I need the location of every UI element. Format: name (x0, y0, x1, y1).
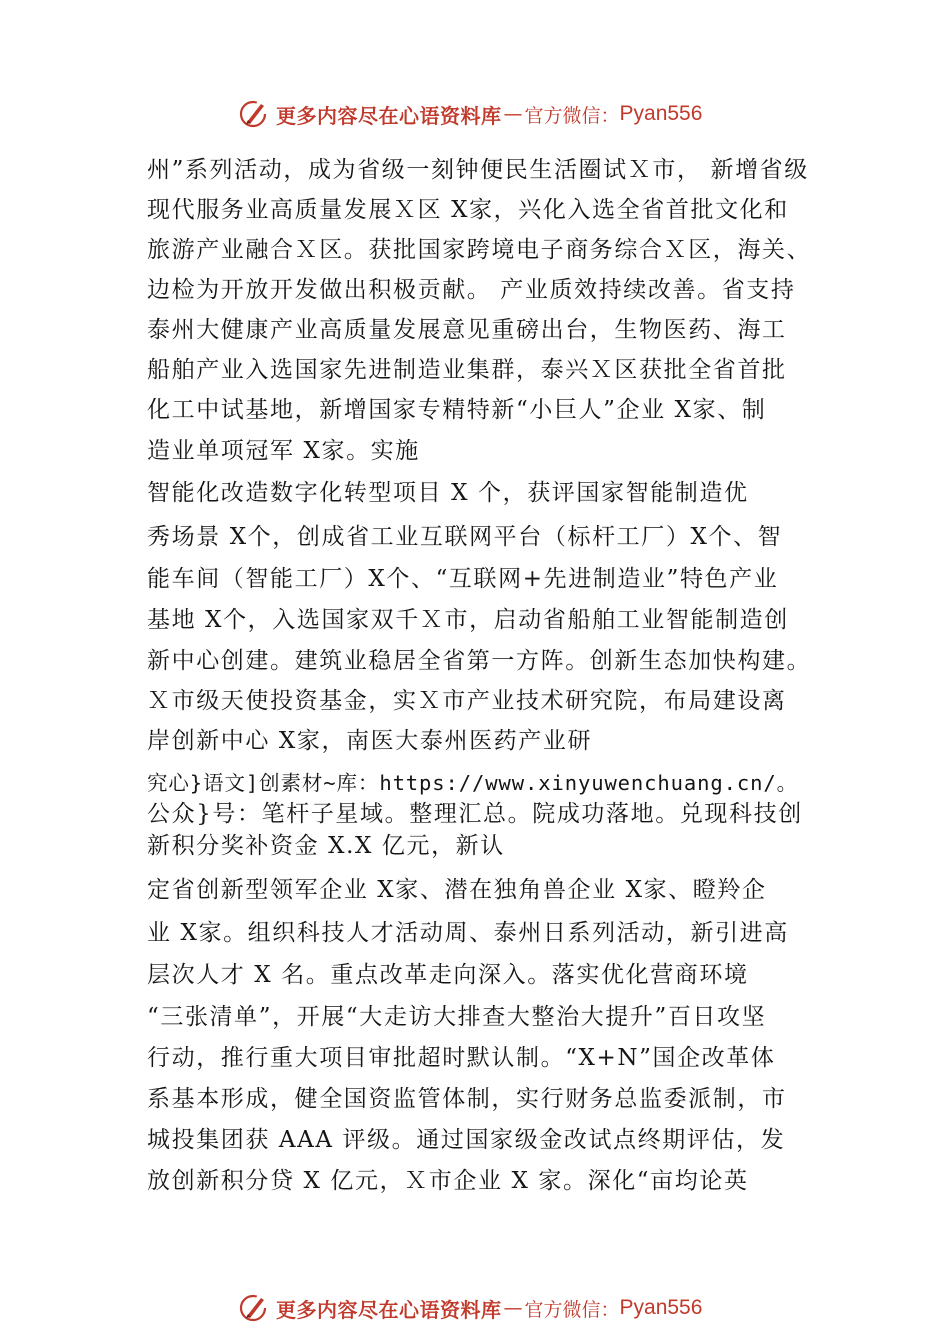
body-line: 州”系列活动，成为省级一刻钟便民生活圈试Ｘ市， 新增省级 (147, 157, 809, 183)
body-line: 新中心创建。建筑业稳居全省第一方阵。创新生态加快构建。 (147, 648, 812, 674)
body-line: 基地 X个，入选国家双千Ｘ市，启动省船舶工业智能制造创 (147, 607, 789, 633)
footer-site-name: 更多内容尽在心语资料库 (276, 1297, 502, 1322)
body-line: 放创新积分贷 X 亿元，Ｘ市企业 X 家。深化“亩均论英 (147, 1168, 749, 1194)
body-line: 定省创新型领军企业 X家、潜在独角兽企业 X家、瞪羚企 (147, 877, 767, 903)
body-line-watermark: 究心}语文]创素材~库：https://www.xinyuwenchuang.cn/。 (147, 771, 798, 795)
body-line: 秀场景 X个，创成省工业互联网平台（标杆工厂）X个、智 (147, 524, 783, 550)
body-line: “三张清单”，开展“大走访大排查大整治大提升”百日攻坚 (147, 1004, 767, 1030)
body-line: Ｘ市级天使投资基金，实Ｘ市产业技术研究院，布局建设离 (147, 688, 787, 714)
body-line: 现代服务业高质量发展Ｘ区 X家，兴化入选全省首批文化和 (147, 197, 789, 223)
header-separator: — (503, 103, 523, 125)
body-line: 泰州大健康产业高质量发展意见重磅出台，生物医药、海工 (147, 317, 787, 343)
body-line: 系基本形成，健全国资监管体制，实行财务总监委派制，市 (147, 1086, 787, 1112)
footer-banner (238, 1291, 702, 1325)
body-line: 旅游产业融合Ｘ区。获批国家跨境电子商务综合Ｘ区，海关、 (147, 237, 812, 263)
footer-wechat-label: 官方微信： (524, 1298, 620, 1321)
footer-separator: — (503, 1297, 523, 1319)
body-line: 边检为开放开发做出积极贡献。 产业质效持续改善。省支持 (147, 277, 796, 303)
header-banner (238, 97, 702, 131)
header-wechat-label: 官方微信： (524, 104, 620, 127)
brush-pen-icon (238, 1292, 270, 1324)
body-line: 能车间（智能工厂）X个、“互联网+先进制造业”特色产业 (147, 566, 779, 592)
header-site-name: 更多内容尽在心语资料库 (276, 103, 502, 128)
body-line: 智能化改造数字化转型项目 X 个，获评国家智能制造优 (147, 480, 749, 506)
body-line: 业 X家。组织科技人才活动周、泰州日系列活动，新引进高 (147, 920, 789, 946)
body-line: 城投集团获 AAA 评级。通过国家级金改试点终期评估，发 (147, 1127, 786, 1153)
body-line: 岸创新中心 X家，南医大泰州医药产业研 (147, 728, 593, 754)
body-line: 新积分奖补资金 X.X 亿元，新认 (147, 833, 505, 859)
body-line: 行动，推行重大项目审批超时默认制。“X+N”国企改革体 (147, 1045, 776, 1071)
footer-wechat-id: Pyan556 (619, 1296, 703, 1319)
header-wechat-id: Pyan556 (619, 102, 703, 125)
body-line: 层次人才 X 名。重点改革走向深入。落实优化营商环境 (147, 962, 749, 988)
body-line: 造业单项冠军 X家。实施 (147, 438, 420, 464)
body-line: 化工中试基地，新增国家专精特新“小巨人”企业 X家、制 (147, 397, 767, 423)
brush-pen-icon (238, 98, 270, 130)
body-line: 船舶产业入选国家先进制造业集群，泰兴Ｘ区获批全省首批 (147, 357, 787, 383)
body-line-watermark: 公众}号：笔杆子星域。整理汇总。院成功落地。兑现科技创 (147, 801, 803, 827)
